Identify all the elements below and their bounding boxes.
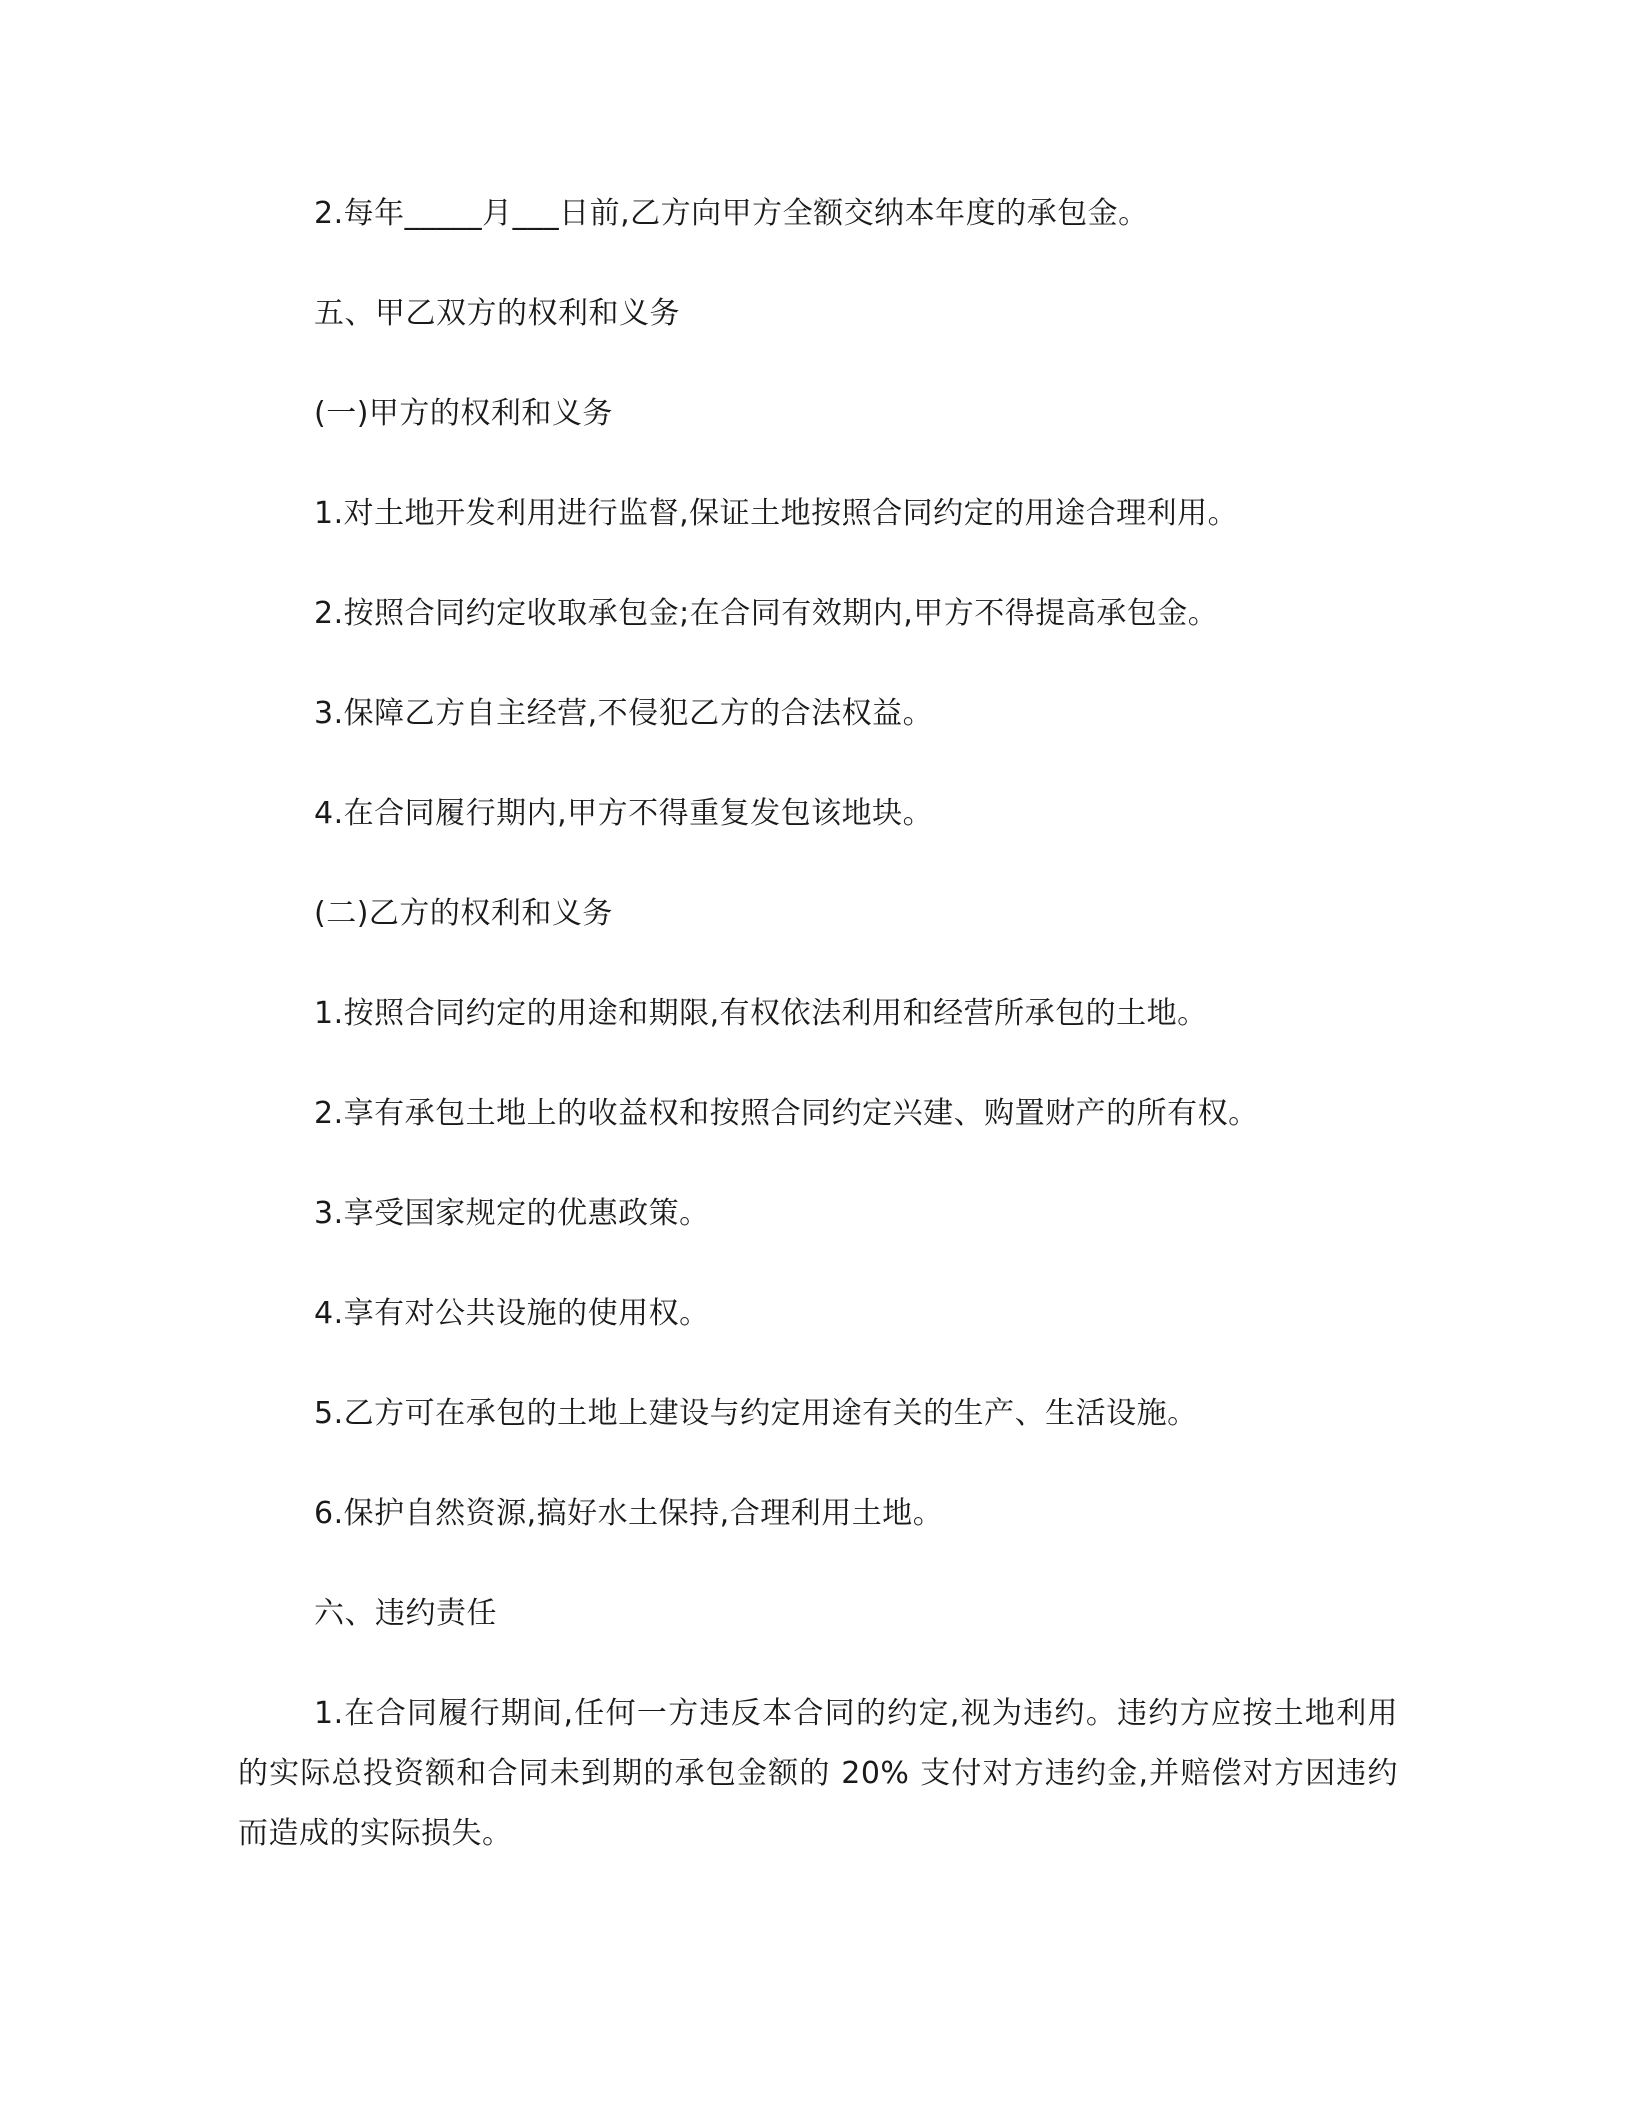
party-b-clause-3: 3.享受国家规定的优惠政策。 (314, 1196, 710, 1231)
subsection-heading-party-b: (二)乙方的权利和义务 (314, 896, 613, 931)
party-a-clause-4: 4.在合同履行期内,甲方不得重复发包该地块。 (314, 796, 934, 831)
section-heading-liability: 六、违约责任 (314, 1596, 497, 1631)
clause-payment-deadline: 2.每年_____月___日前,乙方向甲方全额交纳本年度的承包金。 (314, 196, 1149, 231)
party-b-clause-2: 2.享有承包土地上的收益权和按照合同约定兴建、购置财产的所有权。 (314, 1096, 1259, 1131)
party-b-clause-5: 5.乙方可在承包的土地上建设与约定用途有关的生产、生活设施。 (314, 1396, 1198, 1431)
party-a-clause-1: 1.对土地开发利用进行监督,保证土地按照合同约定的用途合理利用。 (314, 496, 1239, 531)
subsection-heading-party-a: (一)甲方的权利和义务 (314, 396, 613, 431)
party-b-clause-1: 1.按照合同约定的用途和期限,有权依法利用和经营所承包的土地。 (314, 996, 1208, 1031)
party-b-clause-4: 4.享有对公共设施的使用权。 (314, 1296, 710, 1331)
section-heading-rights-obligations: 五、甲乙双方的权利和义务 (314, 296, 680, 331)
party-b-clause-6: 6.保护自然资源,搞好水土保持,合理利用土地。 (314, 1496, 944, 1531)
party-a-clause-3: 3.保障乙方自主经营,不侵犯乙方的合法权益。 (314, 696, 934, 731)
liability-paragraph: 1.在合同履行期间,任何一方违反本合同的约定,视为违约。违约方应按土地利用的实际总投资额和合同未到期的承包金额的 20% 支付对方违约金,并赔偿对方因违约而造成的实际损失。 (238, 1696, 1398, 1851)
party-a-clause-2: 2.按照合同约定收取承包金;在合同有效期内,甲方不得提高承包金。 (314, 596, 1219, 631)
